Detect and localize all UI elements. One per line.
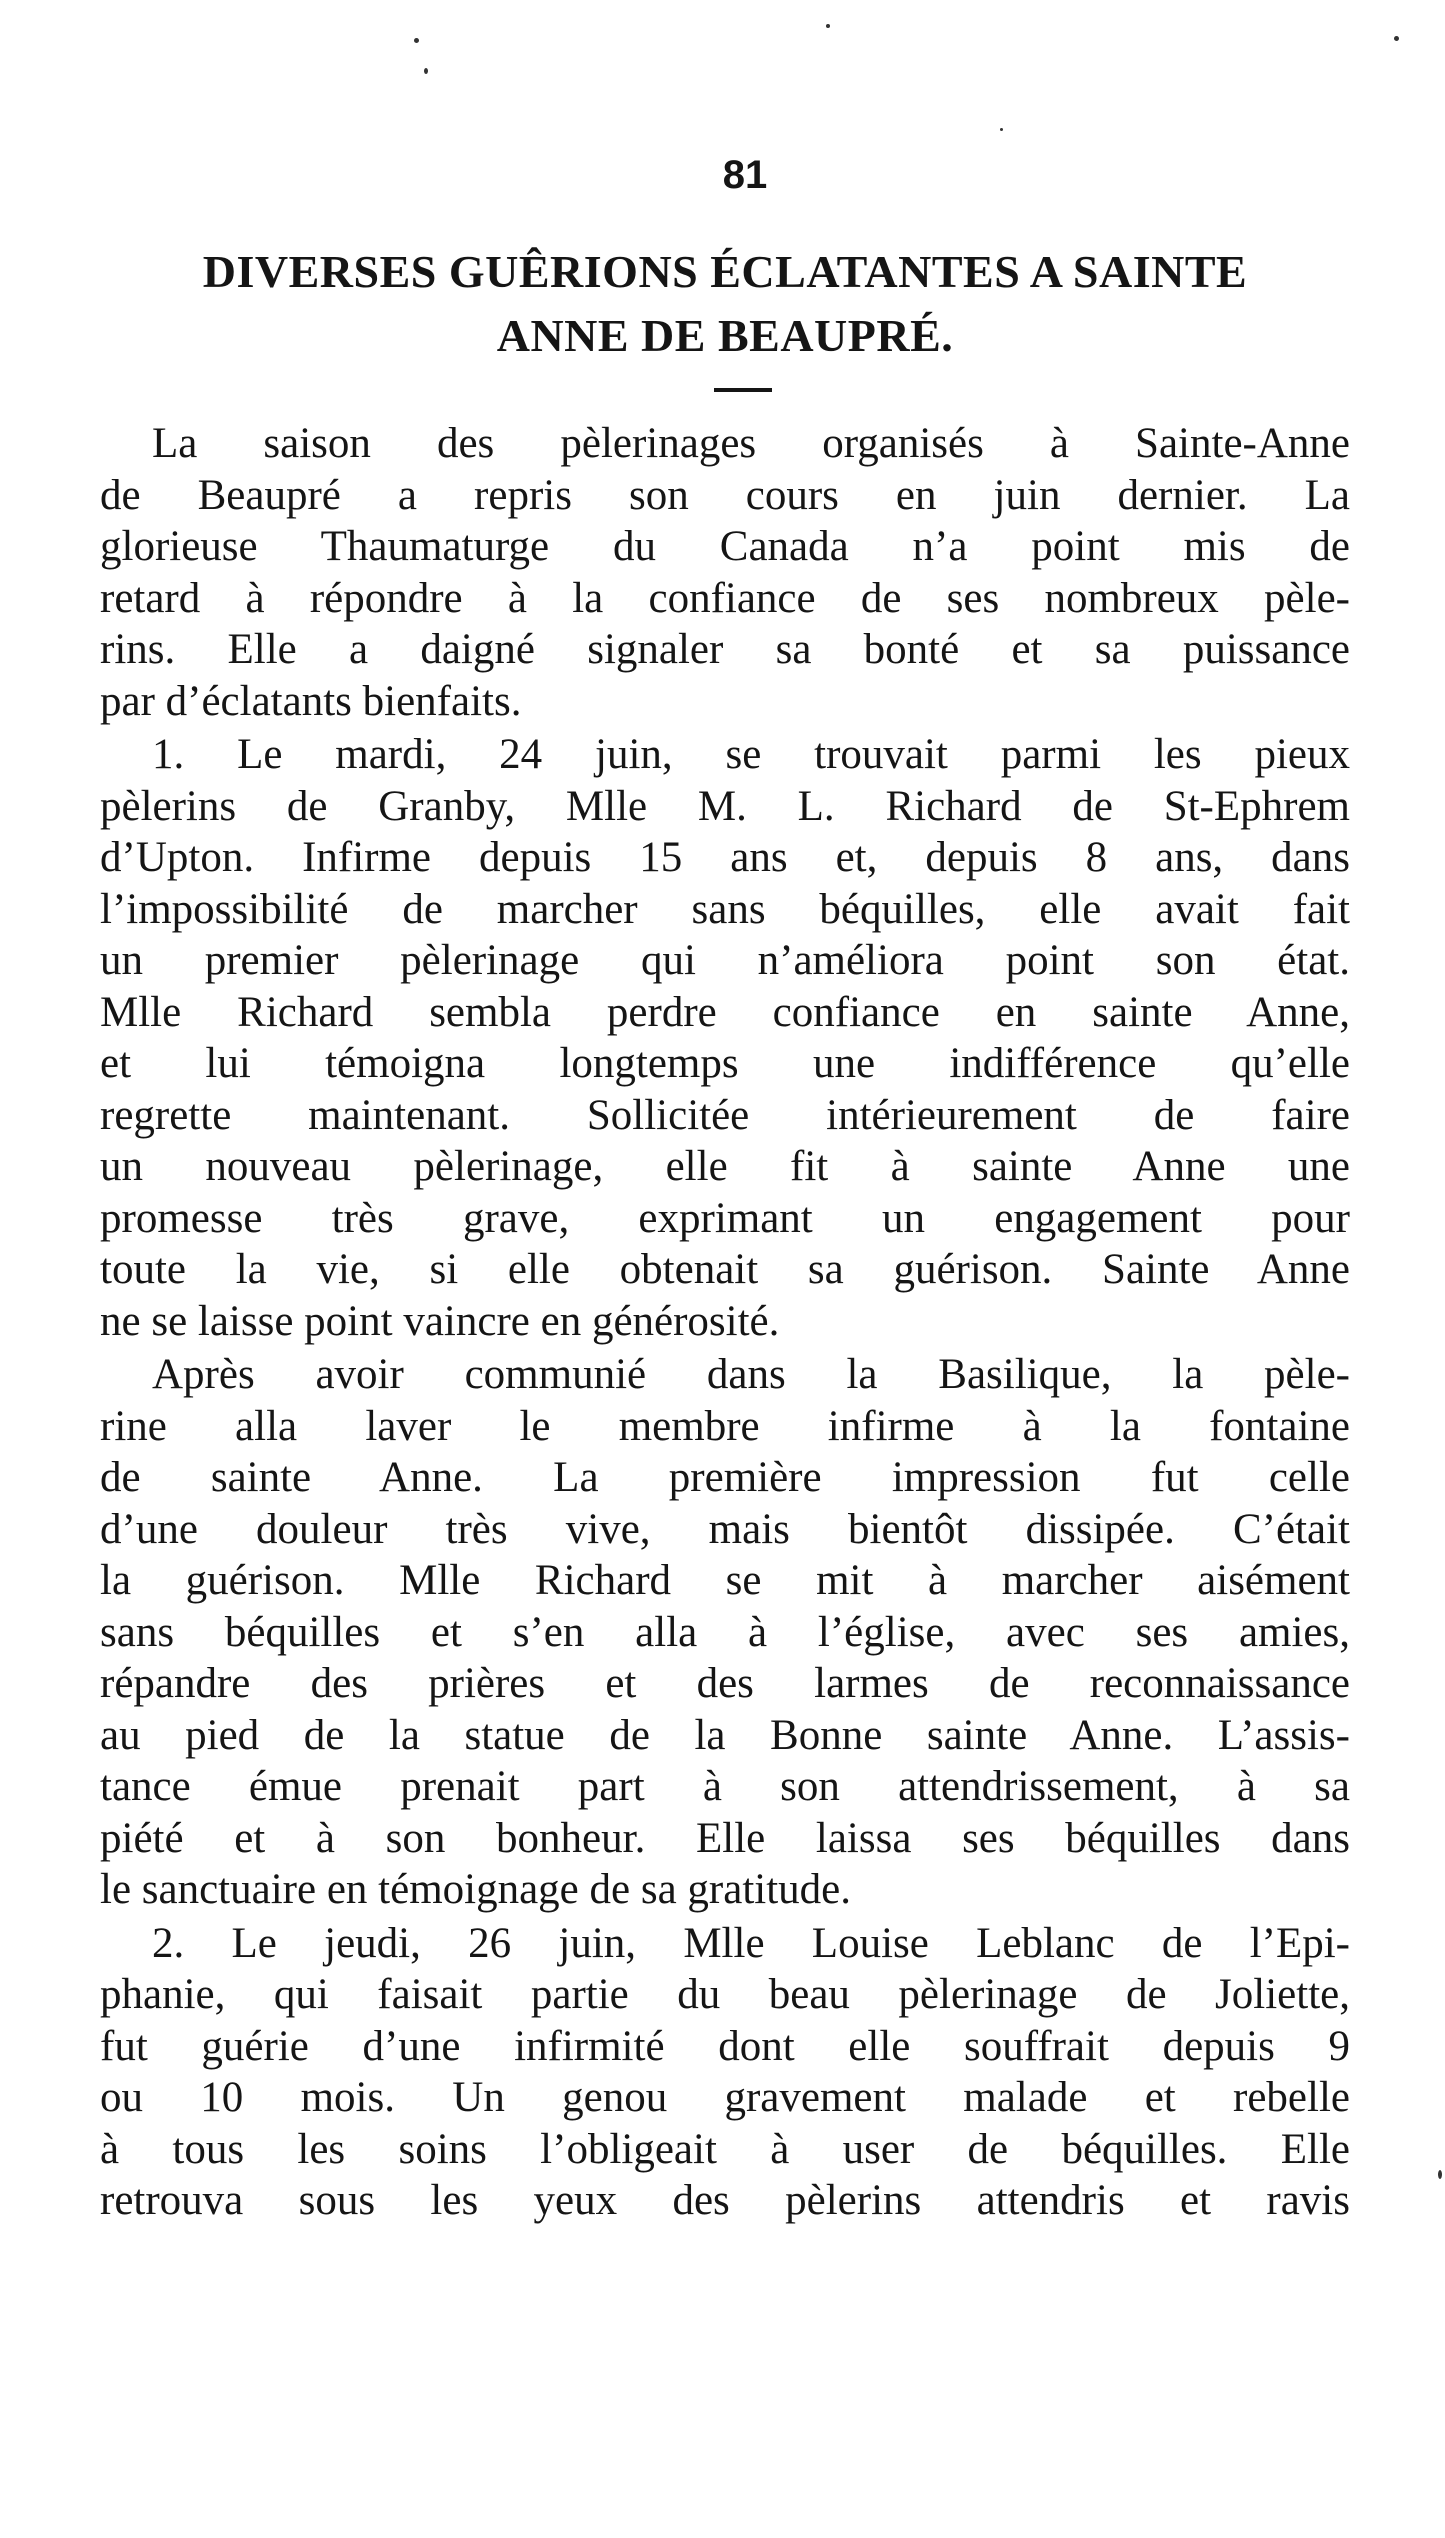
title-divider	[714, 388, 772, 392]
text-line: d’Upton. Infirme depuis 15 ans et, depuis 8 ans, dans	[100, 834, 1350, 881]
text-line: tance émue prenait part à son attendrissement, à sa	[100, 1763, 1350, 1810]
text-line: l’impossibilité de marcher sans béquilles, elle avait fait	[100, 885, 1350, 933]
text-line: de sainte Anne. La première impression fut celle	[100, 1454, 1350, 1501]
text-line: un premier pèlerinage qui n’améliora point son état.	[100, 937, 1350, 984]
text-line: 2. Le jeudi, 26 juin, Mlle Louise Leblanc de l’Epi-	[152, 1919, 1350, 1967]
article-title	[100, 240, 1350, 368]
text-line: pèlerins de Granby, Mlle M. L. Richard de St-Ephrem	[100, 782, 1350, 830]
paragraph-case-1-continued	[100, 1349, 1350, 1916]
scan-speck	[424, 68, 428, 74]
text-line: La saison des pèlerinages organisés à Sainte-Anne	[152, 420, 1350, 467]
title-line: DIVERSES GUÊRIONS ÉCLATANTES A SAINTE	[202, 246, 1248, 297]
text-line: de Beaupré a repris son cours en juin dernier. La	[100, 471, 1350, 519]
scan-speck	[1394, 36, 1399, 41]
scan-speck	[1438, 2170, 1442, 2179]
text-line: répandre des prières et des larmes de reconnaissance	[100, 1660, 1350, 1707]
text-line: Mlle Richard sembla perdre confiance en sainte Anne,	[100, 988, 1350, 1036]
text-line: ne se laisse point vaincre en générosité.	[100, 1297, 780, 1345]
paragraph-case-2	[100, 1918, 1350, 2227]
title-line: ANNE DE BEAUPRÉ.	[496, 310, 954, 361]
text-line: par d’éclatants bienfaits.	[100, 677, 522, 725]
text-line: d’une douleur très vive, mais bientôt dissipée. C’était	[100, 1505, 1350, 1553]
text-line: à tous les soins l’obligeait à user de béquilles. Elle	[100, 2125, 1350, 2173]
scan-speck	[414, 38, 419, 43]
scan-speck	[826, 24, 830, 28]
text-line: au pied de la statue de la Bonne sainte Anne. L’assis-	[100, 1711, 1350, 1759]
text-line: Après avoir communié dans la Basilique, la pèle-	[152, 1351, 1350, 1398]
text-line: la guérison. Mlle Richard se mit à marcher aisément	[100, 1557, 1350, 1604]
text-line: phanie, qui faisait partie du beau pèlerinage de Joliette,	[100, 1971, 1350, 2018]
text-line: piété et à son bonheur. Elle laissa ses béquilles dans	[100, 1814, 1350, 1862]
text-line: ou 10 mois. Un genou gravement malade et rebelle	[100, 2074, 1350, 2121]
text-line: glorieuse Thaumaturge du Canada n’a point mis de	[100, 523, 1350, 570]
page-number: 81	[722, 153, 768, 197]
paragraph-intro	[100, 418, 1350, 727]
paragraph-case-1	[100, 729, 1350, 1347]
text-line: rins. Elle a daigné signaler sa bonté et sa puissance	[100, 626, 1350, 673]
text-line: sans béquilles et s’en alla à l’église, avec ses amies,	[100, 1608, 1350, 1656]
text-line: retrouva sous les yeux des pèlerins attendris et ravis	[100, 2177, 1350, 2224]
text-line: rine alla laver le membre infirme à la fontaine	[100, 1402, 1350, 1450]
text-line: retard à répondre à la confiance de ses nombreux pèle-	[100, 574, 1350, 622]
text-line: promesse très grave, exprimant un engagement pour	[100, 1194, 1350, 1242]
text-line: regrette maintenant. Sollicitée intérieurement de faire	[100, 1091, 1350, 1139]
scan-speck	[1000, 128, 1003, 131]
text-line: et lui témoigna longtemps une indifférence qu’elle	[100, 1040, 1350, 1087]
text-line: 1. Le mardi, 24 juin, se trouvait parmi les pieux	[152, 731, 1350, 778]
text-line: un nouveau pèlerinage, elle fit à sainte Anne une	[100, 1143, 1350, 1190]
text-line: fut guérie d’une infirmité dont elle souffrait depuis 9	[100, 2022, 1350, 2070]
text-line: le sanctuaire en témoignage de sa gratitude.	[100, 1866, 851, 1913]
document-page	[100, 150, 1350, 2227]
text-line: toute la vie, si elle obtenait sa guérison. Sainte Anne	[100, 1246, 1350, 1293]
